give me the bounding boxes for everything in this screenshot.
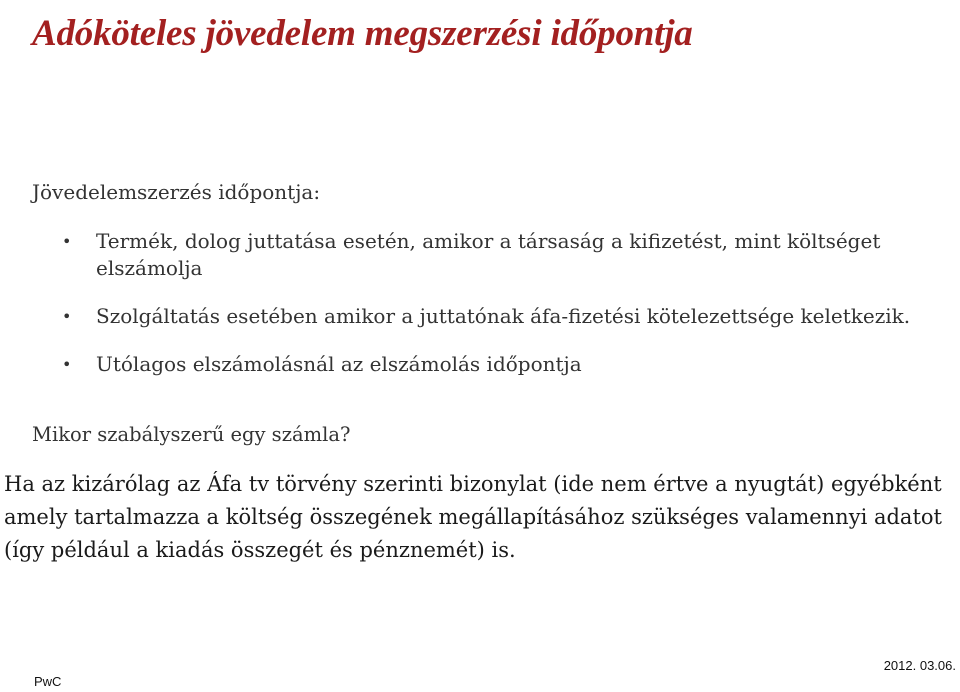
footer-company: PwC [34, 674, 62, 689]
bullet-icon: • [62, 355, 72, 374]
slide-title: Adóköteles jövedelem megszerzési időpontja [32, 13, 693, 54]
bullet-icon: • [62, 232, 72, 251]
bullet-item [62, 303, 912, 330]
intro-text: Jövedelemszerzés időpontja: [32, 180, 321, 204]
question-text: Mikor szabályszerű egy számla? [32, 423, 351, 446]
body-paragraph: Ha az kizárólag az Áfa tv törvény szerinti bizonylat (ide nem értve a nyugtát) egyébként amely tartalmazza a költség összegének megállapításához szükséges valamennyi adatot (így például a kiadás összegét és pénznemét) is. [4, 472, 942, 562]
bullet-text: Utólagos elszámolásnál az elszámolás időpontja [96, 352, 582, 376]
bullet-item [62, 228, 912, 282]
bullet-icon: • [62, 307, 72, 326]
bullet-list [62, 228, 912, 378]
bullet-item [62, 351, 912, 378]
footer-date: 2012. 03.06. [883, 658, 956, 673]
bullet-text: Termék, dolog juttatása esetén, amikor a társaság a kifizetést, mint költséget elszámolja [96, 229, 881, 280]
bullet-text: Szolgáltatás esetében amikor a juttatónak áfa-fizetési kötelezettsége keletkezik. [96, 304, 911, 328]
